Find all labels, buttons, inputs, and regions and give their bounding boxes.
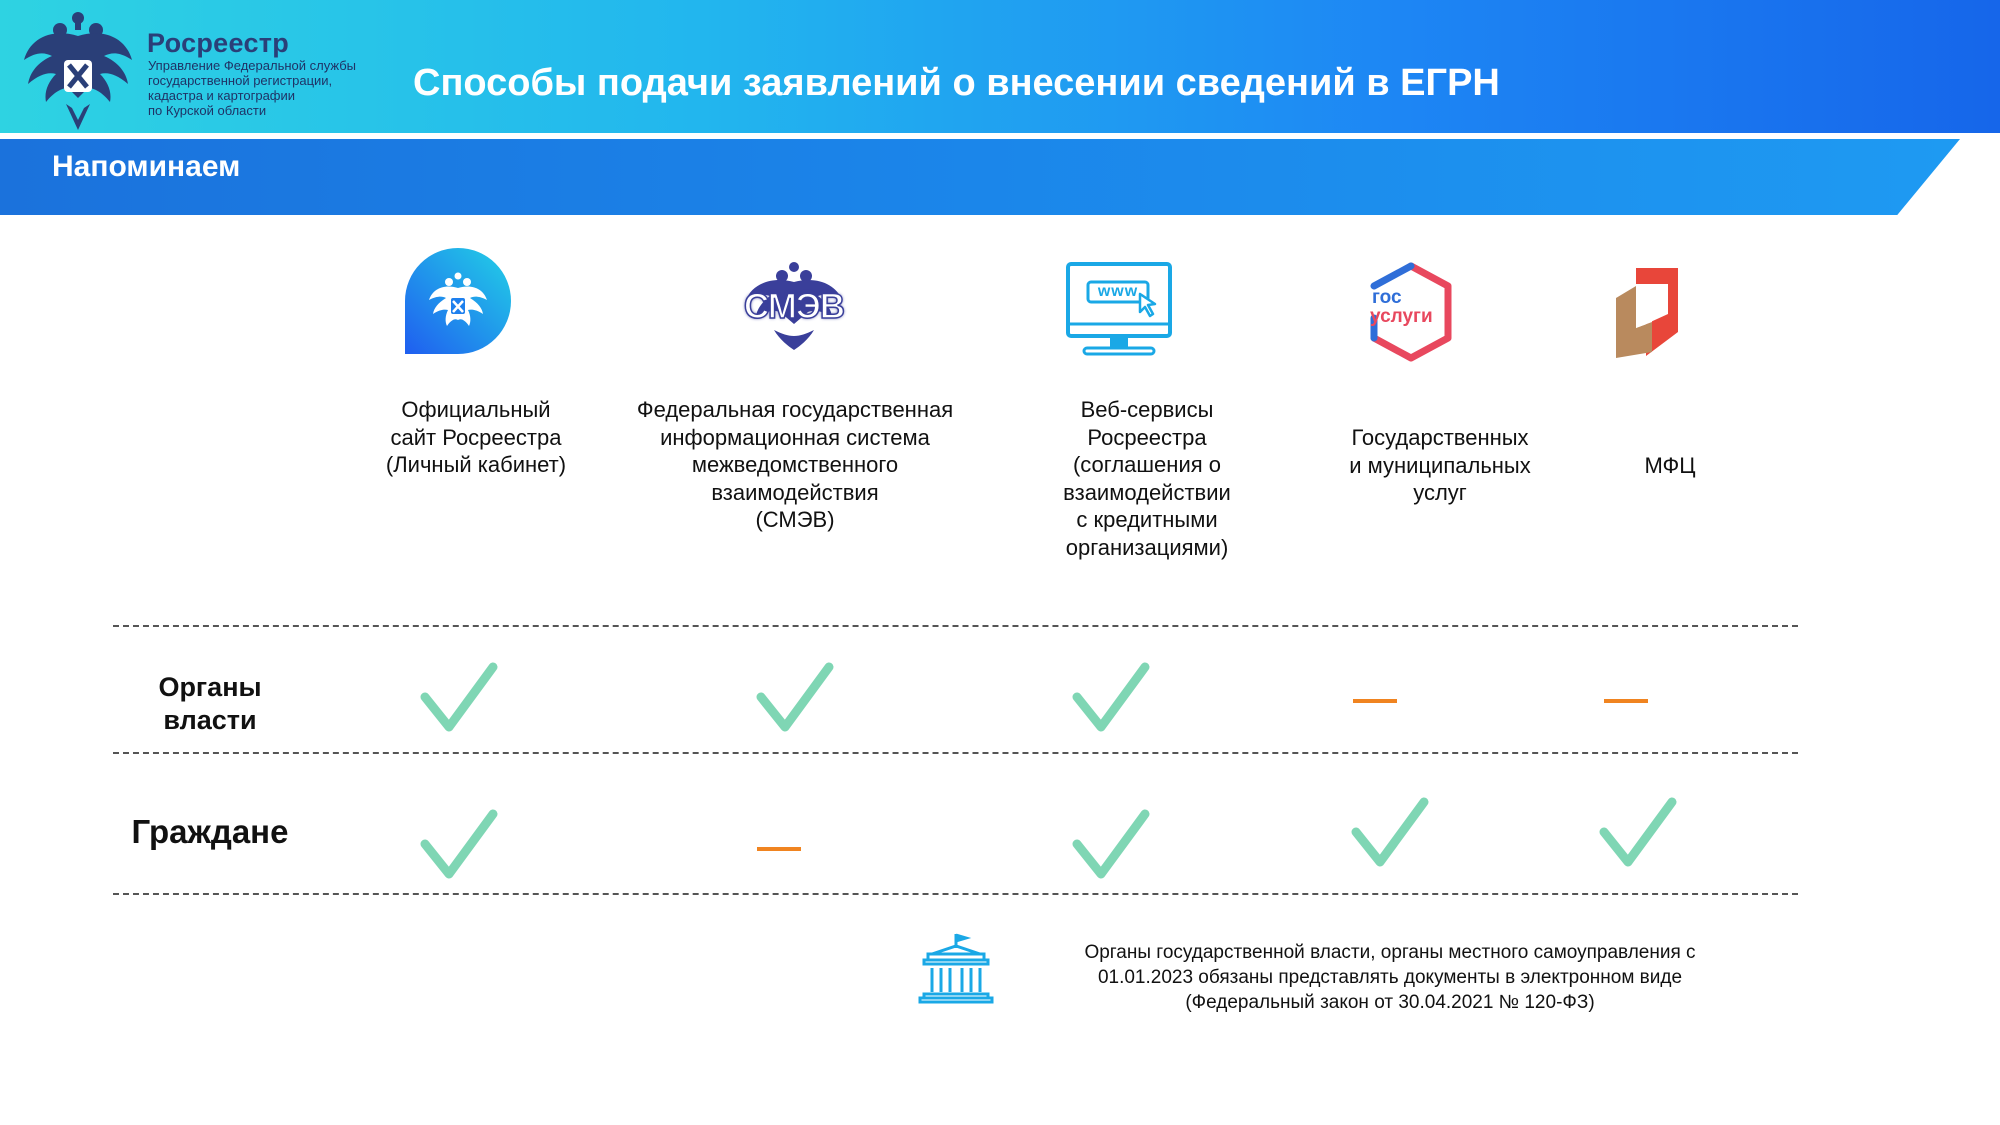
service-label-web-services <box>1010 396 1284 561</box>
row-label-authorities <box>110 671 310 737</box>
org-subtitle-line: государственной регистрации, <box>148 73 333 88</box>
service-label-line: Росреестра <box>1087 424 1207 450</box>
smev-emblem-icon <box>740 260 848 352</box>
service-label-line: организациями) <box>1065 534 1229 560</box>
check-mark-icon <box>419 808 499 880</box>
service-label-line: (Личный кабинет) <box>385 452 567 477</box>
org-subtitle-line: Управление Федеральной службы <box>148 58 356 73</box>
table-divider <box>113 893 1798 895</box>
footnote-line: 01.01.2023 обязаны представлять документы в электронном виде <box>1097 967 1683 988</box>
row-label-line: Органы <box>158 672 262 702</box>
service-label-line: (соглашения о <box>1072 452 1221 477</box>
smev-logo-text: СМЭВ <box>743 287 845 326</box>
service-label-line: услуг <box>1413 480 1467 505</box>
service-label-line: Федеральная государственная <box>636 397 954 422</box>
dash-mark-icon <box>757 847 801 851</box>
dash-mark-icon <box>1604 699 1648 703</box>
check-mark-icon <box>755 661 835 733</box>
service-label-line: и муниципальных <box>1349 452 1531 478</box>
service-label-line: сайт Росреестра <box>390 424 562 450</box>
www-logo-text: www <box>1097 283 1139 300</box>
service-label-line: Официальный <box>401 397 551 422</box>
service-label-rosreestr <box>340 396 612 479</box>
section-ribbon <box>0 139 1960 215</box>
table-divider <box>113 625 1798 627</box>
footnote-text <box>1040 940 1740 1015</box>
row-label-citizens <box>110 812 310 852</box>
service-label-line: информационная система <box>660 424 930 450</box>
dash-mark-icon <box>1353 699 1397 703</box>
org-subtitle-line: кадастра и картографии <box>148 88 296 103</box>
check-mark-icon <box>419 661 499 733</box>
service-label-line: взаимодействия <box>711 479 879 505</box>
ribbon-text: Напоминаем <box>52 150 241 183</box>
footnote-line: Органы государственной власти, органы местного самоуправления с <box>1084 942 1696 963</box>
service-label-gosuslugi <box>1300 424 1580 507</box>
check-mark-icon <box>1071 808 1151 880</box>
service-label-line: с кредитными <box>1076 507 1218 532</box>
header-banner <box>0 0 2000 133</box>
government-building-icon <box>918 932 994 1004</box>
gosuslugi-logo-text <box>1370 288 1452 326</box>
check-mark-icon <box>1350 796 1430 868</box>
rosreestr-site-icon <box>405 248 511 354</box>
gosuslugi-icon <box>1366 262 1456 362</box>
gosuslugi-logo-gos: гос <box>1372 287 1402 308</box>
double-headed-eagle-icon <box>22 8 134 132</box>
service-label-line: взаимодействии <box>1063 479 1231 505</box>
table-divider <box>113 752 1798 754</box>
mfc-icon <box>1612 264 1682 360</box>
service-label-line: МФЦ <box>1644 453 1696 478</box>
gosuslugi-logo-uslugi: услуги <box>1370 306 1433 327</box>
www-monitor-icon <box>1066 262 1172 358</box>
footnote-line: (Федеральный закон от 30.04.2021 № 120-ФЗ) <box>1185 992 1595 1013</box>
check-mark-icon <box>1071 661 1151 733</box>
org-subtitle-line: по Курской области <box>148 103 267 118</box>
org-name: Росреестр <box>147 28 290 58</box>
page-title: Способы подачи заявлений о внесении сведений в ЕГРН <box>413 62 1500 104</box>
service-label-smev <box>610 396 980 534</box>
service-label-mfc <box>1590 452 1750 480</box>
service-label-line: Веб-сервисы <box>1080 397 1214 422</box>
row-label-line: Граждане <box>131 813 289 850</box>
row-label-line: власти <box>163 705 257 735</box>
service-label-line: межведомственного <box>691 452 899 477</box>
org-subtitle <box>148 58 408 118</box>
service-label-line: (СМЭВ) <box>755 507 835 532</box>
check-mark-icon <box>1598 796 1678 868</box>
service-label-line: Государственных <box>1351 425 1529 450</box>
